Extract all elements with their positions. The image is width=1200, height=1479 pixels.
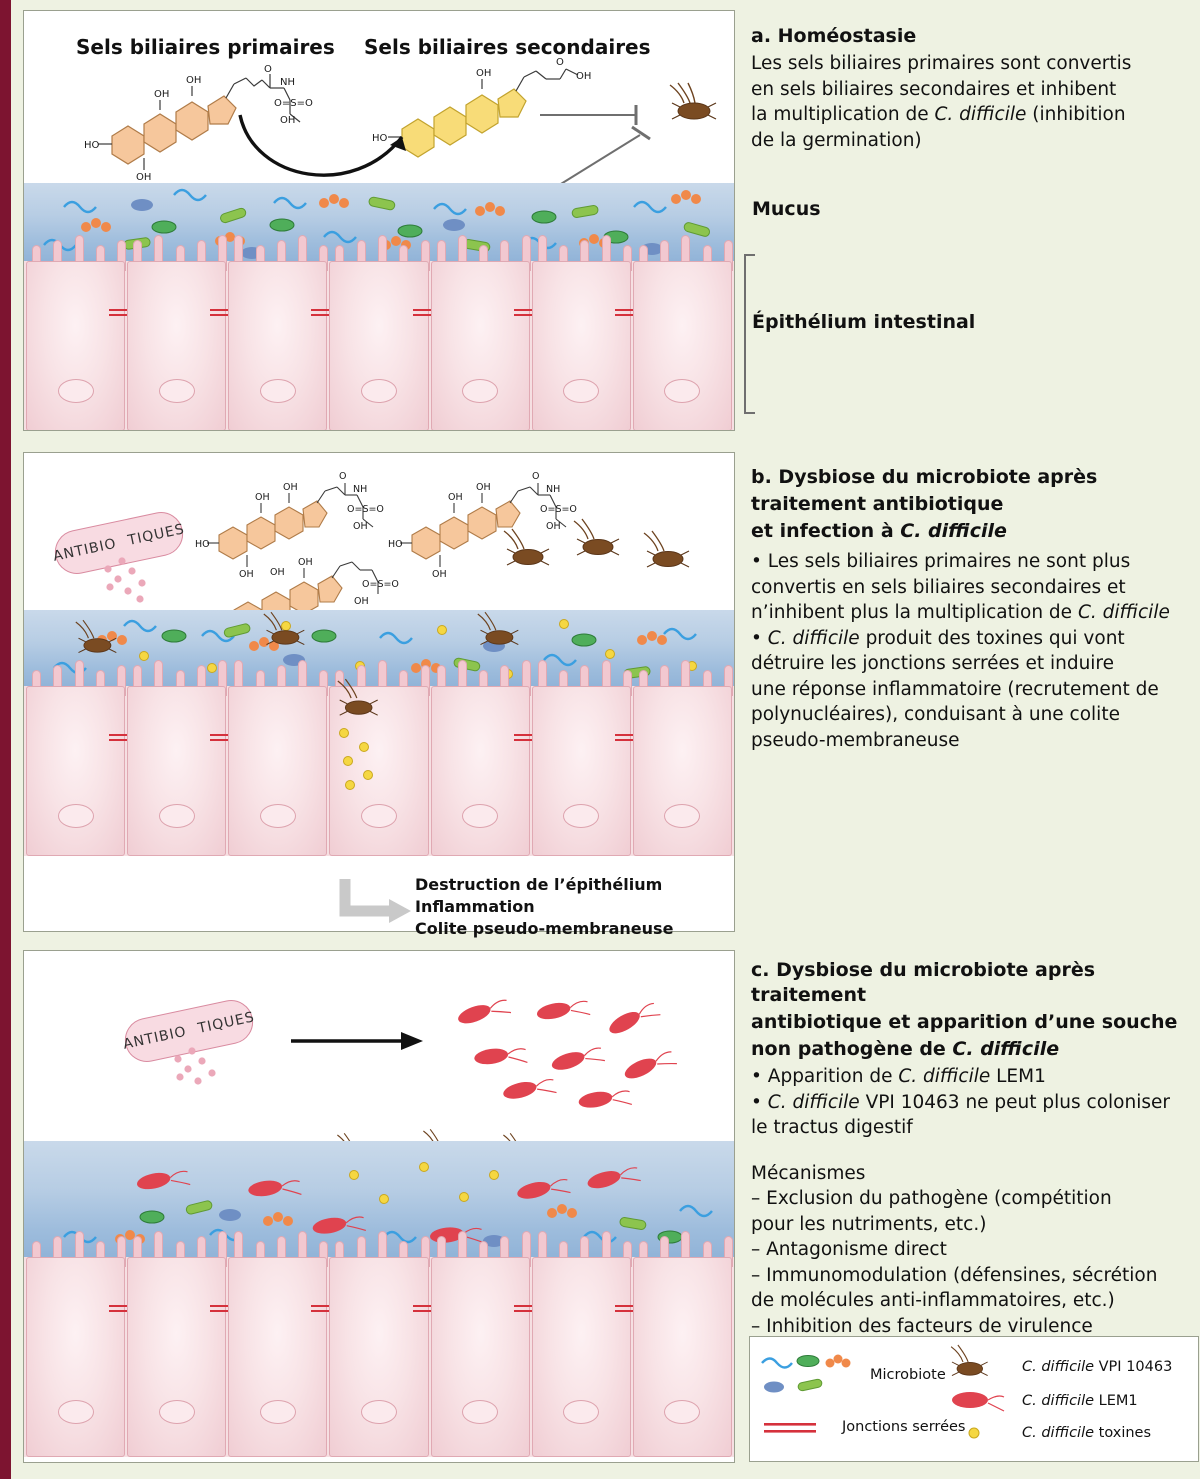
epithelial-cell — [431, 261, 530, 431]
svg-text:OH: OH — [154, 89, 170, 100]
mech-line-3: – Antagonisme direct — [751, 1239, 947, 1260]
svg-text:NH: NH — [353, 484, 368, 495]
mech-line-4: – Immunomodulation (défensines, sécrétion — [751, 1264, 1158, 1286]
mech-line-1: – Exclusion du pathogène (compétition — [751, 1188, 1112, 1209]
cell-nucleus — [159, 804, 195, 828]
c-difficile-group-b — [494, 513, 714, 593]
figure-stage — [11, 0, 1200, 1479]
legend-lem1-icon — [946, 1387, 1006, 1413]
svg-text:OH: OH — [136, 172, 152, 183]
callout-line-1: Destruction de l’épithélium — [415, 875, 663, 894]
body-b-b2-l1: • C. difficile produit des toxines qui vont — [751, 627, 1125, 649]
legend-microbiota-label: Microbiote — [870, 1367, 946, 1383]
epithelial-cell — [26, 1257, 125, 1457]
callout-line-3: Colite pseudo-membraneuse — [415, 919, 674, 938]
cell-nucleus — [260, 1400, 296, 1424]
capsule-dot — [122, 540, 123, 545]
svg-text:OH: OH — [476, 68, 492, 79]
text-block-b — [751, 465, 1191, 753]
legend-toxin-label: C. difficile toxines — [1022, 1425, 1152, 1441]
legend-lem1-label: C. difficile LEM1 — [1022, 1393, 1138, 1409]
cell-nucleus — [361, 379, 397, 403]
svg-text:OH: OH — [353, 521, 368, 532]
epithelial-cell — [127, 686, 226, 856]
body-a-line4: de la germination) — [751, 129, 922, 151]
body-b-b2-l4: polynucléaires), conduisant à une colite — [751, 704, 1120, 725]
legend-box — [749, 1336, 1199, 1462]
heading-c-line2: antibiotique et apparition d’une souche — [751, 1011, 1178, 1033]
svg-text:OH: OH — [432, 569, 447, 580]
legend-vpi-icon — [946, 1345, 1002, 1385]
svg-text:O: O — [264, 64, 272, 75]
mechanisms-title: Mécanismes — [751, 1162, 866, 1184]
antibiotic-label-left-b: ANTIBIO — [51, 535, 119, 565]
conversion-arrow — [234, 103, 424, 193]
epithelial-cell — [127, 1257, 226, 1457]
primary-bile-salts-title: Sels biliaires primaires — [76, 35, 335, 59]
epithelial-cell — [633, 686, 732, 856]
body-c-b2-l2: le tractus digestif — [751, 1117, 913, 1138]
legend-vpi-label: C. difficile VPI 10463 — [1022, 1359, 1173, 1375]
epithelium-c — [24, 1257, 734, 1457]
body-b-b1-l2: convertis en sels biliaires secondaires et — [751, 576, 1126, 598]
epithelium-bracket-label: Épithélium intestinal — [752, 311, 976, 333]
epithelial-cell — [532, 686, 631, 856]
heading-b-line2: traitement antibiotique — [751, 493, 1004, 515]
svg-text:OH: OH — [476, 482, 491, 493]
capsule-dot-c — [192, 1028, 193, 1033]
cell-nucleus — [159, 1400, 195, 1424]
legend-tight-junction-label: Jonctions serrées — [842, 1419, 966, 1435]
body-b-b1-l3: n’inhibent plus la multiplication de C. difficile — [751, 602, 1170, 623]
svg-text:OH: OH — [186, 75, 202, 86]
legend-toxin-icon — [966, 1425, 990, 1441]
body-a-line2: en sels biliaires secondaires et inhibent — [751, 78, 1117, 100]
svg-text:OH: OH — [354, 596, 369, 607]
mech-line-6: – Inhibition des facteurs de virulence — [751, 1315, 1093, 1337]
epithelial-cell — [26, 261, 125, 431]
cell-nucleus — [58, 1400, 94, 1424]
cell-nucleus — [58, 804, 94, 828]
body-b-b2-l5: pseudo-membraneuse — [751, 729, 960, 751]
transition-arrow-c — [289, 1029, 429, 1053]
cell-nucleus — [563, 379, 599, 403]
epithelial-cell — [532, 261, 631, 431]
svg-text:O=S=O: O=S=O — [274, 98, 313, 109]
cell-nucleus — [462, 379, 498, 403]
epithelial-cell — [633, 261, 732, 431]
text-block-c — [751, 958, 1200, 1339]
svg-text:HO: HO — [195, 539, 210, 550]
svg-text:OH: OH — [546, 521, 561, 532]
svg-text:OH: OH — [283, 482, 298, 493]
mucus-bracket-label: Mucus — [752, 198, 821, 220]
svg-text:O: O — [556, 57, 564, 68]
panel-b-dysbiosis-infection — [23, 452, 735, 932]
epithelium-bracket — [744, 254, 746, 414]
cell-nucleus — [58, 379, 94, 403]
mech-line-2: pour les nutriments, etc.) — [751, 1213, 987, 1235]
svg-text:O=S=O: O=S=O — [347, 504, 384, 515]
epithelial-cell — [228, 1257, 327, 1457]
epithelium-a — [24, 261, 734, 431]
epithelial-cell — [127, 261, 226, 431]
antibiotic-label-right-c: TIQUES — [196, 1009, 257, 1037]
svg-text:O: O — [339, 471, 347, 482]
heading-a: a. Homéostasie — [751, 25, 917, 47]
svg-text:O=S=O: O=S=O — [540, 504, 577, 515]
epithelial-cell — [633, 1257, 732, 1457]
cell-nucleus — [563, 804, 599, 828]
epithelial-cell — [228, 261, 327, 431]
text-block-a — [751, 24, 1191, 153]
c-difficile-vpi-icon — [664, 81, 724, 127]
antibiotic-pills-c — [172, 1043, 242, 1103]
cell-nucleus — [664, 804, 700, 828]
heading-b-line1: b. Dysbiose du microbiote après — [751, 466, 1098, 488]
panel-a-homeostasis — [23, 10, 735, 431]
epithelial-cell — [431, 686, 530, 856]
c-difficile-lem1-group — [444, 1001, 694, 1116]
accent-bar — [0, 0, 11, 1479]
cell-nucleus — [664, 1400, 700, 1424]
cell-nucleus — [462, 1400, 498, 1424]
callout-arrow-b — [341, 877, 411, 929]
svg-text:HO: HO — [372, 133, 388, 144]
svg-text:HO: HO — [84, 140, 100, 151]
heading-c-line3: non pathogène de C. difficile — [751, 1038, 1060, 1060]
svg-text:OH: OH — [298, 557, 313, 568]
body-a-line3: la multiplication de C. difficile (inhibition — [751, 104, 1126, 125]
cell-nucleus — [260, 379, 296, 403]
epithelial-cell — [26, 686, 125, 856]
secondary-bile-salts-title: Sels biliaires secondaires — [364, 35, 651, 59]
body-b-b1-l1: • Les sels biliaires primaires ne sont plus — [751, 551, 1131, 572]
epithelial-cell — [228, 686, 327, 856]
epithelial-cell — [431, 1257, 530, 1457]
svg-text:O=S=O: O=S=O — [362, 579, 399, 590]
svg-text:OH: OH — [239, 569, 254, 580]
svg-text:OH: OH — [448, 492, 463, 503]
epithelial-cell — [329, 1257, 428, 1457]
callout-line-2: Inflammation — [415, 897, 535, 916]
svg-text:OH: OH — [576, 71, 592, 82]
epithelial-cell — [329, 261, 428, 431]
svg-text:OH: OH — [255, 492, 270, 503]
c-difficile-invading — [320, 681, 410, 811]
body-c-b2-l1: • C. difficile VPI 10463 ne peut plus coloniser — [751, 1091, 1170, 1113]
svg-text:NH: NH — [546, 484, 561, 495]
body-a-line1: Les sels biliaires primaires sont convertis — [751, 53, 1132, 74]
cell-nucleus — [563, 1400, 599, 1424]
heading-c-line1: c. Dysbiose du microbiote après traitement — [751, 959, 1096, 1006]
cell-nucleus — [361, 1400, 397, 1424]
legend-microbiota-icons — [760, 1351, 844, 1407]
cell-nucleus — [159, 379, 195, 403]
antibiotic-label-left-c: ANTIBIO — [121, 1023, 189, 1053]
svg-text:HO: HO — [388, 539, 403, 550]
callout-text-b — [415, 874, 673, 940]
cell-nucleus — [664, 379, 700, 403]
svg-text:OH: OH — [270, 567, 285, 578]
antibiotic-pills-b — [102, 553, 172, 613]
svg-text:NH: NH — [280, 77, 295, 88]
antibiotic-label-right-b: TIQUES — [126, 521, 187, 549]
body-b-b2-l3: une réponse inflammatoire (recrutement de — [751, 678, 1159, 700]
svg-text:O: O — [532, 471, 540, 482]
epithelial-cell — [532, 1257, 631, 1457]
body-b-b2-l2: détruire les jonctions serrées et induire — [751, 653, 1115, 674]
cell-nucleus — [260, 804, 296, 828]
legend-tight-junction-icon — [764, 1421, 824, 1437]
body-c-b1: • Apparition de C. difficile LEM1 — [751, 1066, 1046, 1087]
mech-line-5: de molécules anti-inflammatoires, etc.) — [751, 1290, 1115, 1311]
svg-text:OH: OH — [280, 115, 296, 126]
heading-b-line3: et infection à C. difficile — [751, 520, 1007, 542]
cell-nucleus — [462, 804, 498, 828]
panel-c-nonpathogenic-strain — [23, 950, 735, 1463]
